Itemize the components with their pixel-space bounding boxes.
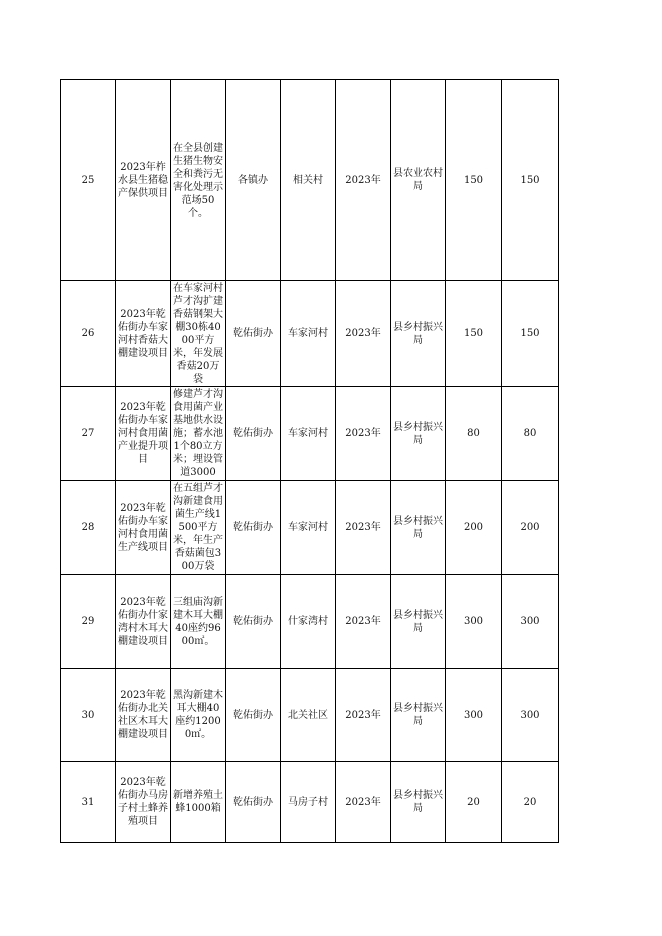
- cell-amount-1: 150: [446, 281, 502, 387]
- table-row: [61, 387, 559, 481]
- cell-year: 2023年: [336, 80, 391, 281]
- cell-year: 2023年: [336, 387, 391, 481]
- cell-village: 马房子村: [281, 762, 336, 843]
- cell-village: 什家湾村: [281, 575, 336, 669]
- cell-dept: 县乡村振兴局: [391, 762, 446, 843]
- cell-content: [171, 481, 226, 575]
- cell-village: 北关社区: [281, 669, 336, 762]
- cell-year: 2023年: [336, 281, 391, 387]
- table-row: [61, 80, 559, 281]
- cell-year: 2023年: [336, 762, 391, 843]
- cell-no: 25: [61, 80, 116, 281]
- project-table: [60, 79, 559, 843]
- cell-project-name: 2023年乾佑街办车家河村香菇大棚建设项目: [116, 281, 171, 387]
- cell-unit: 各镇办: [226, 80, 281, 281]
- cell-content: 黑沟新建木耳大棚40座约12000㎡。: [171, 669, 226, 762]
- cell-unit: 乾佑街办: [226, 281, 281, 387]
- cell-unit: 乾佑街办: [226, 387, 281, 481]
- cell-project-name: 2023年柞水县生猪稳产保供项目: [116, 80, 171, 281]
- cell-unit: 乾佑街办: [226, 575, 281, 669]
- cell-year: 2023年: [336, 669, 391, 762]
- table-row: [61, 762, 559, 843]
- cell-unit: 乾佑街办: [226, 669, 281, 762]
- cell-amount-1: 300: [446, 669, 502, 762]
- cell-amount-2: 200: [502, 481, 559, 575]
- cell-project-name: 2023年乾佑街办什家湾村木耳大棚建设项目: [116, 575, 171, 669]
- cell-project-name: 2023年乾佑街办北关社区木耳大棚建设项目: [116, 669, 171, 762]
- cell-village: 车家河村: [281, 281, 336, 387]
- cell-content: [171, 281, 226, 387]
- cell-no: 28: [61, 481, 116, 575]
- cell-amount-1: 20: [446, 762, 502, 843]
- cell-no: 27: [61, 387, 116, 481]
- cell-dept: 县乡村振兴局: [391, 387, 446, 481]
- cell-content: [171, 80, 226, 281]
- cell-amount-2: 150: [502, 281, 559, 387]
- cell-amount-1: 80: [446, 387, 502, 481]
- cell-no: 29: [61, 575, 116, 669]
- cell-amount-1: 200: [446, 481, 502, 575]
- cell-village: 车家河村: [281, 387, 336, 481]
- cell-content-text: 在车家河村芦才沟扩建香菇钢架大棚30栋4000平方米，年发展香菇20万袋: [173, 282, 223, 385]
- table-row: [61, 575, 559, 669]
- cell-dept: 县乡村振兴局: [391, 575, 446, 669]
- cell-content-text: 在五组芦才沟新建食用菌生产线1500平方米，年生产香菇菌包300万袋: [173, 483, 223, 572]
- cell-content-text: 修建芦才沟食用菌产业基地供水设施；蓄水池1个80立方米；埋设管道3000: [173, 389, 223, 478]
- cell-no: 30: [61, 669, 116, 762]
- cell-amount-1: 300: [446, 575, 502, 669]
- cell-content: [171, 387, 226, 481]
- cell-content-text: 在全县创建生猪生物安全和粪污无害化处理示范场50个。: [173, 143, 223, 219]
- cell-project-name: 2023年乾佑街办车家河村食用菌产业提升项目: [116, 387, 171, 481]
- cell-amount-2: 150: [502, 80, 559, 281]
- cell-village: 相关村: [281, 80, 336, 281]
- table-row: [61, 669, 559, 762]
- cell-dept: 县乡村振兴局: [391, 481, 446, 575]
- cell-amount-2: 20: [502, 762, 559, 843]
- cell-unit: 乾佑街办: [226, 481, 281, 575]
- table-row: [61, 281, 559, 387]
- cell-unit: 乾佑街办: [226, 762, 281, 843]
- cell-amount-2: 80: [502, 387, 559, 481]
- cell-year: 2023年: [336, 481, 391, 575]
- cell-dept: 县乡村振兴局: [391, 669, 446, 762]
- cell-no: 26: [61, 281, 116, 387]
- cell-village: 车家河村: [281, 481, 336, 575]
- cell-amount-2: 300: [502, 575, 559, 669]
- cell-content: 三组庙沟新建木耳大棚40座约9600㎡。: [171, 575, 226, 669]
- cell-amount-2: 300: [502, 669, 559, 762]
- cell-project-name: 2023年乾佑街办马房子村土蜂养殖项目: [116, 762, 171, 843]
- cell-year: 2023年: [336, 575, 391, 669]
- table-row: [61, 481, 559, 575]
- cell-amount-1: 150: [446, 80, 502, 281]
- cell-no: 31: [61, 762, 116, 843]
- cell-dept: 县农业农村局: [391, 80, 446, 281]
- cell-content: 新增养殖土蜂1000箱: [171, 762, 226, 843]
- cell-project-name: 2023年乾佑街办车家河村食用菌生产线项目: [116, 481, 171, 575]
- cell-dept: 县乡村振兴局: [391, 281, 446, 387]
